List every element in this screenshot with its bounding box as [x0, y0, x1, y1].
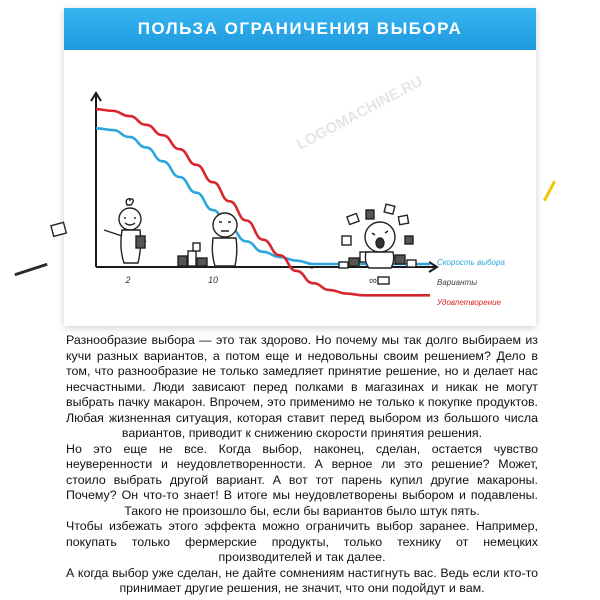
- x-tick-label: ∞: [369, 275, 377, 287]
- x-axis-label: Варианты: [437, 278, 478, 287]
- paragraph: Разнообразие выбора — это так здорово. Но почему мы так долго выбираем из кучи разных вариантов, а потом еще и недовольны своим решением? Дело в том, что разнообразие не только замедляет принятие решение, но и делает нас несчастными. Люди зависают перед полками в магазинах и никак не могут выбрать пачку макарон. Впрочем, это применимо не только к покупке продуктов. Любая жизненная ситуация, которая ставит перед выбором из большого числа вариантов, приводит к снижению скорости принятия решения.: [66, 333, 538, 440]
- x-tick-label: 2: [125, 275, 131, 285]
- series-label-speed: Скорость выбора: [437, 258, 505, 267]
- article-body: [66, 333, 538, 597]
- axis-break-mark: ~: [307, 261, 315, 275]
- series-label-satisfaction: Удовлетворение: [437, 298, 501, 307]
- x-tick-label: 10: [207, 275, 219, 285]
- paragraph: Но это еще не все. Когда выбор, наконец, сделан, остается чувство неуверенности и неудовлетворенности. А верное ли это решение? Может, стоило выбрать другой вариант. А вот тот парень купил другие макароны. Почему? Он что-то знает! В итоге мы неудовлетворены выбором и подавлены. Такого не произошло бы, если бы вариантов было штук пять.: [66, 441, 538, 518]
- paragraph: А когда выбор уже сделан, не дайте сомнениям настигнуть вас. Ведь если кто-то принимает другие решения, не значит, что они подойдут и вам.: [66, 565, 538, 595]
- page-title: ПОЛЬЗА ОГРАНИЧЕНИЯ ВЫБОРА: [64, 8, 536, 50]
- happy-figure-illustration: [51, 199, 146, 263]
- paragraph: Чтобы избежать этого эффекта можно ограничить выбор заранее. Например, покупать только фермерские продукты, только технику от немецких производителей и так далее.: [66, 519, 538, 564]
- confused-figure-illustration: [178, 213, 237, 266]
- watermark: LOGOMACHINE.RU: [293, 72, 426, 154]
- overwhelmed-figure-illustration: [339, 204, 416, 284]
